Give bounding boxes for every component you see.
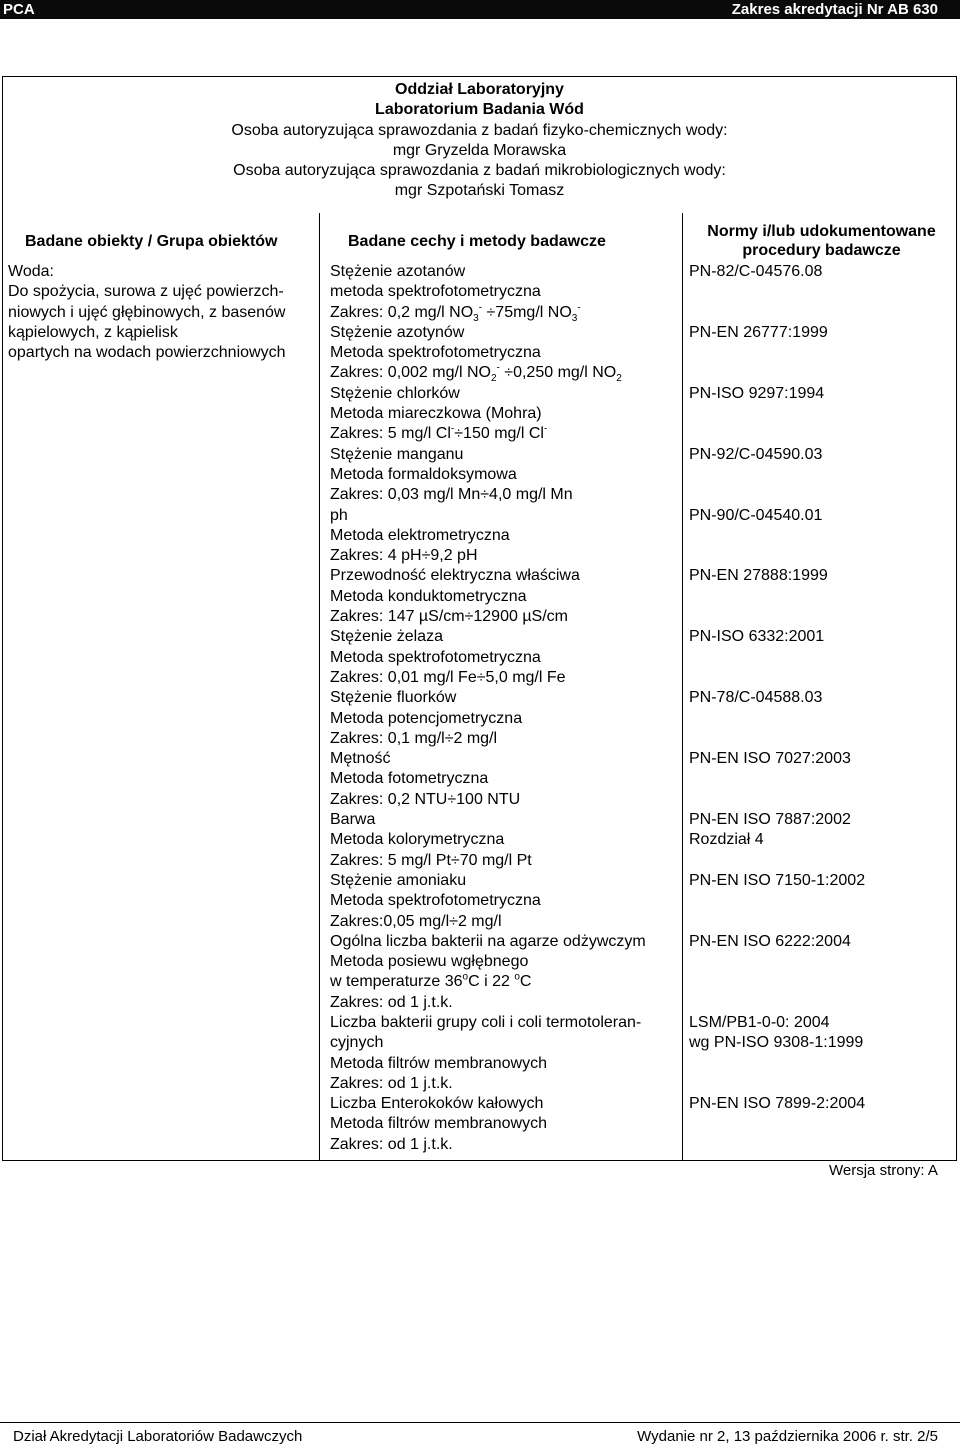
footer-left: Dział Akredytacji Laboratoriów Badawczych bbox=[13, 1428, 303, 1445]
method-type: Metoda konduktometryczna bbox=[330, 587, 527, 605]
norm: PN-92/C-04590.03 bbox=[689, 445, 823, 463]
object-line: Woda: bbox=[8, 263, 54, 280]
norm: PN-EN ISO 7887:2002 bbox=[689, 811, 851, 829]
method-name: Mętność bbox=[330, 750, 391, 768]
column-header-norms bbox=[689, 222, 954, 260]
method-name: Liczba bakterii grupy coli i coli termotoleran- bbox=[330, 1013, 642, 1031]
norm: PN-EN ISO 7150-1:2002 bbox=[689, 871, 866, 889]
norms-header-line1: Normy i/lub udokumentowane bbox=[707, 223, 936, 240]
method-range: Zakres: od 1 j.t.k. bbox=[330, 993, 453, 1011]
method-type: Metoda filtrów membranowych bbox=[330, 1054, 547, 1072]
method-range: Zakres: 5 mg/l Pt÷70 mg/l Pt bbox=[330, 851, 532, 869]
norm-note: Rozdział 4 bbox=[689, 831, 764, 849]
method-name-cont: cyjnych bbox=[330, 1034, 384, 1052]
method-name: Stężenie manganu bbox=[330, 445, 464, 463]
column-header-objects: Badane obiekty / Grupa obiektów bbox=[25, 233, 278, 250]
column-divider-1 bbox=[319, 213, 320, 1160]
column-header-methods: Badane cechy i metody badawcze bbox=[348, 233, 606, 250]
method-type: Metoda posiewu wgłębnego bbox=[330, 953, 529, 971]
method-name: Ogólna liczba bakterii na agarze odżywczym bbox=[330, 932, 646, 950]
norms-header-line2: procedury badawcze bbox=[742, 242, 901, 259]
methods-list bbox=[330, 262, 646, 1155]
method-range: Zakres: 0,01 mg/l Fe÷5,0 mg/l Fe bbox=[330, 668, 566, 686]
method-name: Stężenie fluorków bbox=[330, 689, 457, 707]
method-type: Metoda spektrofotometryczna bbox=[330, 344, 541, 362]
method-name: ph bbox=[330, 506, 348, 524]
norm: PN-90/C-04540.01 bbox=[689, 506, 823, 524]
footer bbox=[0, 1422, 960, 1448]
method-range: Zakres:0,05 mg/l÷2 mg/l bbox=[330, 912, 502, 930]
heading-line5: Osoba autoryzująca sprawozdania z badań mikrobiologicznych wody: bbox=[233, 162, 726, 180]
method-type: Metoda formaldoksymowa bbox=[330, 465, 517, 483]
heading-line6: mgr Szpotański Tomasz bbox=[394, 182, 565, 200]
method-type: Metoda potencjometryczna bbox=[330, 709, 523, 727]
method-type: Metoda fotometryczna bbox=[330, 770, 489, 788]
norm: PN-EN ISO 7899-2:2004 bbox=[689, 1095, 866, 1113]
method-type: Metoda miareczkowa (Mohra) bbox=[330, 405, 542, 423]
method-range: Zakres: 0,2 NTU÷100 NTU bbox=[330, 790, 521, 808]
method-type: Metoda elektrometryczna bbox=[330, 526, 510, 544]
header-bar bbox=[0, 0, 960, 19]
header-left: PCA bbox=[3, 1, 35, 18]
method-name: Przewodność elektryczna właściwa bbox=[330, 567, 580, 585]
method-type: Metoda spektrofotometryczna bbox=[330, 892, 541, 910]
method-name: Liczba Enterokoków kałowych bbox=[330, 1095, 544, 1113]
method-name: Stężenie azotanów bbox=[330, 263, 466, 280]
method-type: Metoda kolorymetryczna bbox=[330, 831, 505, 849]
method-type: metoda spektrofotometryczna bbox=[330, 283, 541, 301]
heading-line4: mgr Gryzelda Morawska bbox=[392, 141, 567, 159]
method-range: Zakres: 0,002 mg/l $NO_2^- \div 0,250$ mg/l $NO_2$ bbox=[330, 363, 622, 385]
header-right: Zakres akredytacji Nr AB 630 bbox=[731, 1, 938, 18]
method-name: Barwa bbox=[330, 811, 376, 829]
object-description bbox=[8, 262, 285, 363]
object-line: niowych i ujęć głębinowych, z basenów bbox=[8, 303, 286, 321]
table-heading bbox=[3, 77, 956, 202]
method-type: Metoda spektrofotometryczna bbox=[330, 648, 541, 666]
method-range: Zakres: 0,1 mg/l÷2 mg/l bbox=[330, 729, 498, 747]
norm-note: wg PN-ISO 9308-1:1999 bbox=[689, 1034, 864, 1052]
norm: PN-ISO 9297:1994 bbox=[689, 384, 825, 402]
norm: PN-EN 27888:1999 bbox=[689, 567, 828, 585]
heading-laboratory: Laboratorium Badania Wód bbox=[375, 101, 584, 119]
method-range: Zakres: 4 pH÷9,2 pH bbox=[330, 547, 478, 565]
norm: LSM/PB1-0-0: 2004 bbox=[689, 1013, 830, 1031]
norm: PN-EN 26777:1999 bbox=[689, 323, 828, 341]
scope-table bbox=[2, 76, 957, 1161]
heading-line3: Osoba autoryzująca sprawozdania z badań fizyko-chemicznych wody: bbox=[231, 121, 728, 139]
norm: PN-82/C-04576.08 bbox=[689, 263, 823, 280]
method-range: Zakres: 0,2 mg/l $NO_3^- \div 75mg/l$ $NO_3^-$ bbox=[330, 302, 581, 324]
method-range: Zakres: 5 mg/l Cl-÷150 mg/l Cl- bbox=[330, 424, 548, 443]
page-version: Wersja strony: A bbox=[829, 1162, 938, 1179]
column-divider-2 bbox=[682, 213, 683, 1160]
norm: PN-78/C-04588.03 bbox=[689, 689, 823, 707]
method-range: Zakres: od 1 j.t.k. bbox=[330, 1135, 453, 1153]
object-line: kąpielowych, z kąpielisk bbox=[8, 323, 178, 341]
norm: PN-EN ISO 6222:2004 bbox=[689, 932, 851, 950]
norm: PN-EN ISO 7027:2003 bbox=[689, 750, 851, 768]
method-range: Zakres: 147 µS/cm÷12900 µS/cm bbox=[330, 608, 568, 626]
method-name: Stężenie amoniaku bbox=[330, 871, 467, 889]
norm: PN-ISO 6332:2001 bbox=[689, 628, 825, 646]
footer-right: Wydanie nr 2, 13 października 2006 r. str. 2/5 bbox=[637, 1428, 938, 1445]
object-line: Do spożycia, surowa z ujęć powierzch- bbox=[8, 283, 284, 301]
method-range: Zakres: 0,03 mg/l Mn÷4,0 mg/l Mn bbox=[330, 486, 573, 504]
method-temperature: w temperaturze 36$^o$C i 22 $^o$C bbox=[330, 972, 532, 991]
method-name: Stężenie azotynów bbox=[330, 323, 465, 341]
object-line: opartych na wodach powierzchniowych bbox=[8, 344, 286, 362]
heading-department: Oddział Laboratoryjny bbox=[395, 81, 564, 98]
method-range: Zakres: od 1 j.t.k. bbox=[330, 1074, 453, 1092]
method-type: Metoda filtrów membranowych bbox=[330, 1115, 547, 1133]
method-name: Stężenie żelaza bbox=[330, 628, 443, 646]
norms-list bbox=[689, 262, 865, 1114]
method-name: Stężenie chlorków bbox=[330, 384, 460, 402]
